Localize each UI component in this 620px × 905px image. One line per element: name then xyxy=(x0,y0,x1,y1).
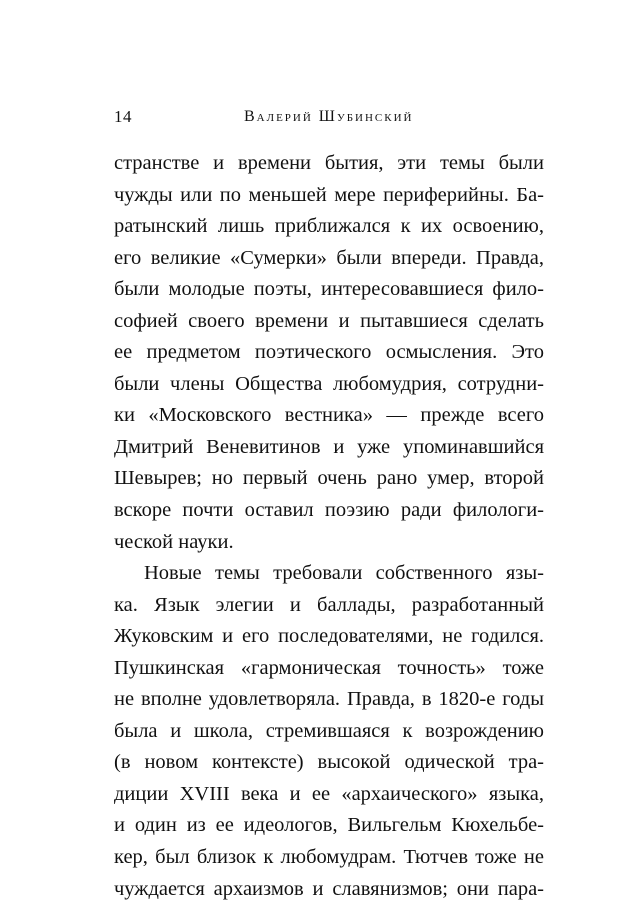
page-number: 14 xyxy=(114,107,132,126)
text-line: софией своего времени и пытавшиеся сделать xyxy=(114,309,544,332)
text-line: ее предметом поэтического осмысления. Это xyxy=(114,341,544,364)
text-line: не вполне удовлетворяла. Правда, в 1820-е годы xyxy=(114,688,544,711)
page-header xyxy=(114,104,544,130)
text-line: Шевырев; но первый очень рано умер, второй xyxy=(114,467,544,490)
body-text xyxy=(114,148,544,905)
text-line: ки «Московского вестника» — прежде всего xyxy=(114,404,544,427)
text-line: была и школа, стремившаяся к возрождению xyxy=(114,719,544,742)
paragraph-first-line: Новые темы требовали собственного язы- xyxy=(144,562,544,585)
text-line: Дмитрий Веневитинов и уже упоминавшийся xyxy=(114,435,544,458)
text-line: чуждается архаизмов и славянизмов; они пара- xyxy=(114,877,544,900)
text-line: были молодые поэты, интересовавшиеся фило- xyxy=(114,278,544,301)
paragraph-end-line: ческой науки. xyxy=(114,530,234,553)
text-line: диции XVIII века и ее «архаического» языка, xyxy=(114,782,544,805)
text-line: Жуковским и его последователями, не годился. xyxy=(114,625,544,648)
text-line: Пушкинская «гармоническая точность» тоже xyxy=(114,656,544,679)
text-line: его великие «Сумерки» были впереди. Правда, xyxy=(114,246,544,269)
text-line: (в новом контексте) высокой одической тра- xyxy=(114,751,544,774)
running-head: Валерий Шубинский xyxy=(244,108,414,125)
text-line: и один из ее идеологов, Вильгельм Кюхельбе- xyxy=(114,814,544,837)
text-line: кер, был близок к любомудрам. Тютчев тоже не xyxy=(114,846,544,869)
text-line: ка. Язык элегии и баллады, разработанный xyxy=(114,593,544,616)
text-line: были члены Общества любомудрия, сотрудни- xyxy=(114,372,544,395)
text-line: странстве и времени бытия, эти темы были xyxy=(114,152,544,174)
text-line: чужды или по меньшей мере периферийны. Ба- xyxy=(114,183,544,206)
text-line: вскоре почти оставил поэзию ради филологи- xyxy=(114,499,544,522)
text-line: ратынский лишь приближался к их освоению, xyxy=(114,215,544,238)
